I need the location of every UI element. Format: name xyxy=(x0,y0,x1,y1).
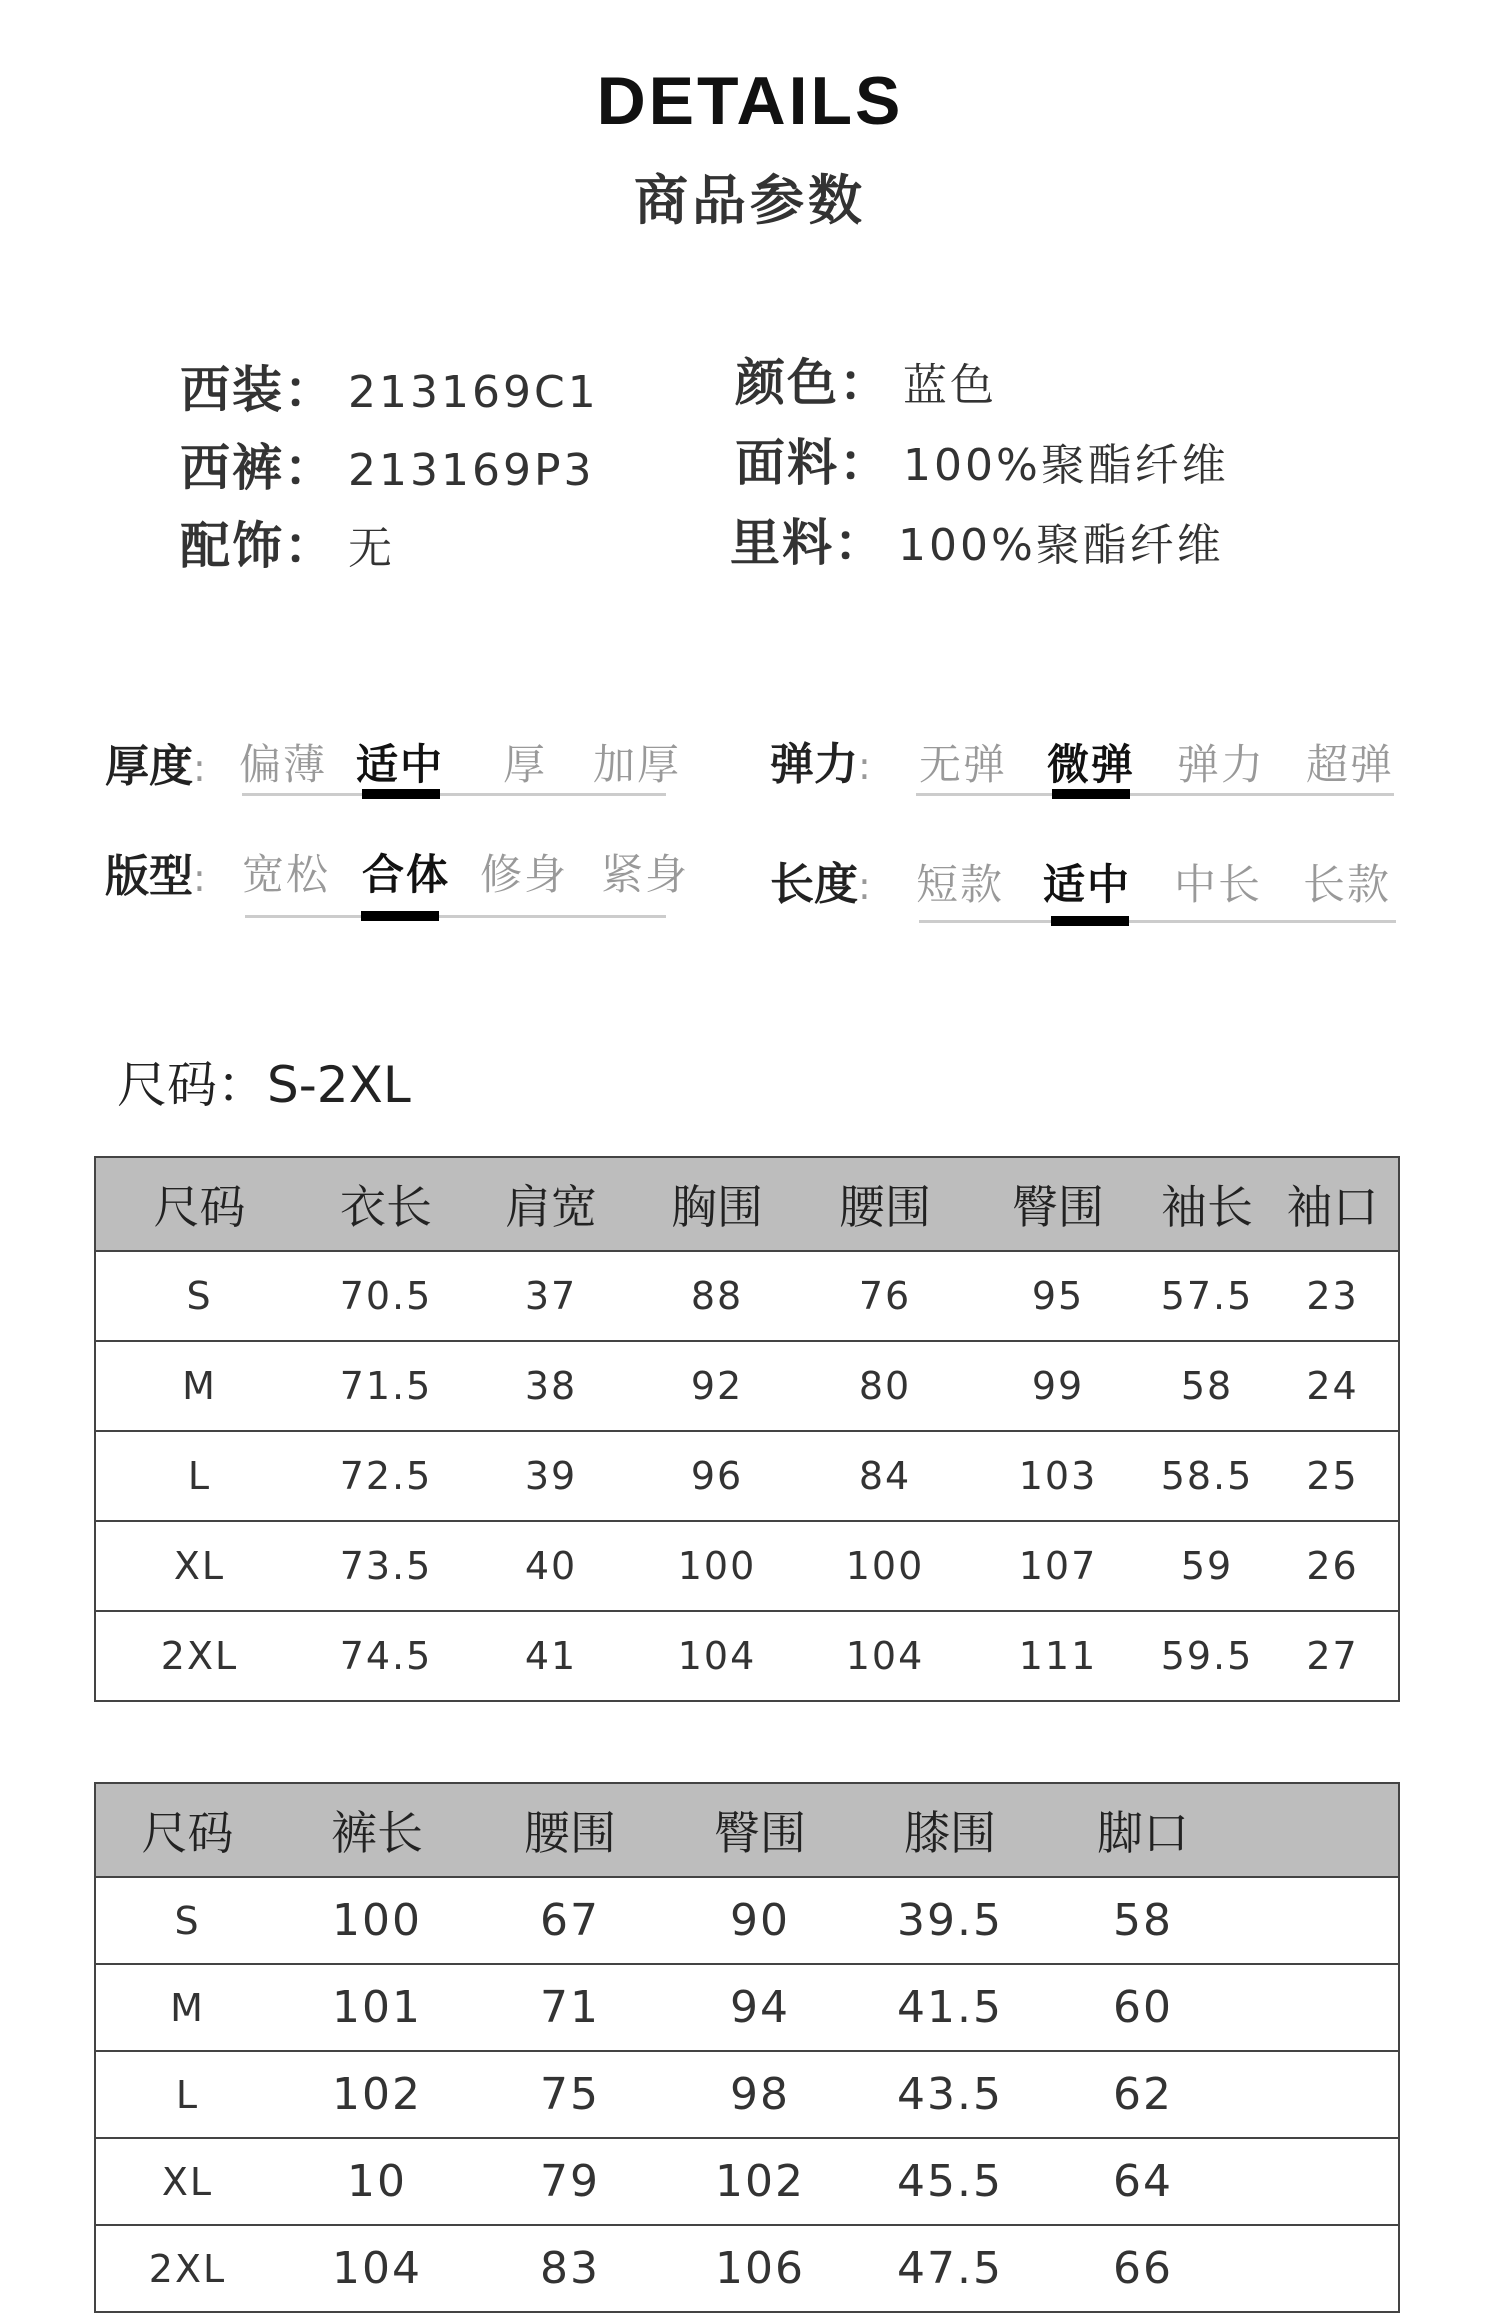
option-stretch: 弹力 xyxy=(1176,740,1265,789)
length-track xyxy=(919,920,1396,923)
page-title: DETAILS xyxy=(596,63,904,139)
column-header xyxy=(1241,1783,1399,1877)
table-cell: 59 xyxy=(1147,1521,1267,1611)
table-cell: 39 xyxy=(469,1431,633,1521)
fit-track xyxy=(245,915,666,918)
table-cell: 104 xyxy=(633,1611,801,1701)
attr-thickness-label xyxy=(105,730,206,794)
table-cell: 57.5 xyxy=(1147,1251,1267,1341)
table-cell: 101 xyxy=(279,1964,475,2051)
table-header-row xyxy=(95,1157,1399,1251)
table-cell: 45.5 xyxy=(855,2138,1045,2225)
attr-fit-label xyxy=(105,840,206,904)
table-cell xyxy=(1241,2225,1399,2312)
table-cell: 84 xyxy=(801,1431,969,1521)
option-regular-selected: 合体 xyxy=(361,850,450,899)
option-extra-thick: 加厚 xyxy=(592,740,681,789)
spec-label: 颜色： xyxy=(735,354,891,412)
elasticity-track xyxy=(916,793,1394,796)
table-cell: 64 xyxy=(1045,2138,1241,2225)
table-cell: 10 xyxy=(279,2138,475,2225)
spec-value: 100%聚酯纤维 xyxy=(903,440,1229,491)
attr-elasticity-label xyxy=(770,728,871,792)
table-cell: 26 xyxy=(1267,1521,1399,1611)
attr-colon: : xyxy=(193,856,206,900)
table-cell: 96 xyxy=(633,1431,801,1521)
table-row xyxy=(95,2138,1399,2225)
table-cell: 106 xyxy=(665,2225,855,2312)
table-cell: 67 xyxy=(475,1877,665,1964)
column-header: 腰围 xyxy=(475,1783,665,1877)
table-cell: M xyxy=(95,1341,303,1431)
table-cell: 94 xyxy=(665,1964,855,2051)
table-row xyxy=(95,1341,1399,1431)
table-cell xyxy=(1241,2051,1399,2138)
column-header: 臀围 xyxy=(969,1157,1147,1251)
table-cell: 79 xyxy=(475,2138,665,2225)
option-slight-stretch-selected: 微弹 xyxy=(1046,740,1135,789)
spec-value: 213169P3 xyxy=(348,445,595,496)
attr-length-label xyxy=(770,848,871,912)
table-cell: 24 xyxy=(1267,1341,1399,1431)
table-cell: 62 xyxy=(1045,2051,1241,2138)
table-row xyxy=(95,1611,1399,1701)
spec-label: 里料： xyxy=(730,514,886,572)
table-cell xyxy=(1241,1964,1399,2051)
option-thick: 厚 xyxy=(502,740,547,789)
column-header: 裤长 xyxy=(279,1783,475,1877)
spec-label: 配饰： xyxy=(180,517,336,575)
table-cell: 38 xyxy=(469,1341,633,1431)
spec-label: 西装： xyxy=(180,361,336,419)
table-cell: 58 xyxy=(1045,1877,1241,1964)
thickness-track xyxy=(242,793,666,796)
table-cell: S xyxy=(95,1877,279,1964)
option-tight: 紧身 xyxy=(600,850,689,899)
table-cell: 40 xyxy=(469,1521,633,1611)
spec-value: 213169C1 xyxy=(348,367,599,418)
table-cell: 23 xyxy=(1267,1251,1399,1341)
thickness-marker xyxy=(362,789,440,799)
table-cell: 37 xyxy=(469,1251,633,1341)
spec-color xyxy=(735,343,997,415)
table-cell: 99 xyxy=(969,1341,1147,1431)
table-cell: 41 xyxy=(469,1611,633,1701)
attr-label-text: 厚度 xyxy=(105,741,193,792)
option-slim: 修身 xyxy=(479,850,568,899)
table-cell: L xyxy=(95,1431,303,1521)
size-range-value: S-2XL xyxy=(267,1056,411,1114)
option-super-stretch: 超弹 xyxy=(1305,740,1394,789)
table-row xyxy=(95,2051,1399,2138)
table-cell: 76 xyxy=(801,1251,969,1341)
table-cell: 75 xyxy=(475,2051,665,2138)
table-cell: 27 xyxy=(1267,1611,1399,1701)
pants-size-table xyxy=(94,1782,1400,2313)
attr-label-text: 弹力 xyxy=(770,739,858,790)
table-cell: 88 xyxy=(633,1251,801,1341)
table-cell: 71 xyxy=(475,1964,665,2051)
table-row xyxy=(95,1964,1399,2051)
spec-accessory xyxy=(180,506,395,578)
table-header-row xyxy=(95,1783,1399,1877)
fit-marker xyxy=(361,911,439,921)
option-regular-length-selected: 适中 xyxy=(1042,860,1131,909)
table-cell: 102 xyxy=(665,2138,855,2225)
option-short: 短款 xyxy=(915,860,1004,909)
option-long: 长款 xyxy=(1302,860,1391,909)
table-cell: 2XL xyxy=(95,2225,279,2312)
column-header: 臀围 xyxy=(665,1783,855,1877)
table-cell: 83 xyxy=(475,2225,665,2312)
table-cell: 72.5 xyxy=(303,1431,469,1521)
table-cell: 60 xyxy=(1045,1964,1241,2051)
table-row xyxy=(95,1521,1399,1611)
table-cell: XL xyxy=(95,1521,303,1611)
spec-label: 面料： xyxy=(735,434,891,492)
spec-lining xyxy=(730,503,1224,575)
table-cell: 111 xyxy=(969,1611,1147,1701)
spec-value: 蓝色 xyxy=(903,360,997,411)
spec-value: 无 xyxy=(348,523,395,574)
table-cell: M xyxy=(95,1964,279,2051)
table-cell: 104 xyxy=(801,1611,969,1701)
column-header: 肩宽 xyxy=(469,1157,633,1251)
table-cell: S xyxy=(95,1251,303,1341)
column-header: 脚口 xyxy=(1045,1783,1241,1877)
table-cell: 100 xyxy=(801,1521,969,1611)
option-mid-long: 中长 xyxy=(1173,860,1262,909)
table-row xyxy=(95,1877,1399,1964)
attr-label-text: 长度 xyxy=(770,859,858,910)
column-header: 腰围 xyxy=(801,1157,969,1251)
table-cell: 74.5 xyxy=(303,1611,469,1701)
column-header: 尺码 xyxy=(95,1157,303,1251)
table-cell: 71.5 xyxy=(303,1341,469,1431)
attr-colon: : xyxy=(193,746,206,790)
table-cell: L xyxy=(95,2051,279,2138)
table-cell xyxy=(1241,2138,1399,2225)
column-header: 胸围 xyxy=(633,1157,801,1251)
table-cell: 59.5 xyxy=(1147,1611,1267,1701)
table-cell: 47.5 xyxy=(855,2225,1045,2312)
spec-suit xyxy=(180,350,599,422)
option-loose: 宽松 xyxy=(241,850,330,899)
spec-label: 西裤： xyxy=(180,439,336,497)
table-cell: 41.5 xyxy=(855,1964,1045,2051)
page-subtitle: 商品参数 xyxy=(634,169,866,232)
column-header: 袖长 xyxy=(1147,1157,1267,1251)
table-cell: 73.5 xyxy=(303,1521,469,1611)
size-range xyxy=(117,1045,411,1117)
table-cell: 39.5 xyxy=(855,1877,1045,1964)
table-row xyxy=(95,1431,1399,1521)
table-cell: 2XL xyxy=(95,1611,303,1701)
attr-label-text: 版型 xyxy=(105,851,193,902)
table-cell: 58.5 xyxy=(1147,1431,1267,1521)
jacket-size-table xyxy=(94,1156,1400,1702)
table-cell: 104 xyxy=(279,2225,475,2312)
table-cell: 25 xyxy=(1267,1431,1399,1521)
column-header: 袖口 xyxy=(1267,1157,1399,1251)
spec-fabric xyxy=(735,423,1229,495)
table-cell: 95 xyxy=(969,1251,1147,1341)
table-cell: 43.5 xyxy=(855,2051,1045,2138)
table-cell: 90 xyxy=(665,1877,855,1964)
table-cell: 100 xyxy=(633,1521,801,1611)
elasticity-marker xyxy=(1052,789,1130,799)
column-header: 衣长 xyxy=(303,1157,469,1251)
attr-colon: : xyxy=(858,864,871,908)
table-cell: 66 xyxy=(1045,2225,1241,2312)
spec-pants xyxy=(180,428,595,500)
table-cell: 92 xyxy=(633,1341,801,1431)
attr-colon: : xyxy=(858,744,871,788)
option-no-stretch: 无弹 xyxy=(918,740,1007,789)
spec-value: 100%聚酯纤维 xyxy=(898,520,1224,571)
length-marker xyxy=(1051,916,1129,926)
table-cell xyxy=(1241,1877,1399,1964)
size-range-label: 尺码： xyxy=(117,1056,267,1114)
table-cell: 58 xyxy=(1147,1341,1267,1431)
table-cell: 70.5 xyxy=(303,1251,469,1341)
table-cell: 102 xyxy=(279,2051,475,2138)
table-cell: 100 xyxy=(279,1877,475,1964)
table-cell: 103 xyxy=(969,1431,1147,1521)
table-cell: XL xyxy=(95,2138,279,2225)
option-medium-selected: 适中 xyxy=(355,740,444,789)
column-header: 尺码 xyxy=(95,1783,279,1877)
option-thin: 偏薄 xyxy=(238,740,327,789)
table-cell: 98 xyxy=(665,2051,855,2138)
table-row xyxy=(95,1251,1399,1341)
table-cell: 80 xyxy=(801,1341,969,1431)
column-header: 膝围 xyxy=(855,1783,1045,1877)
table-cell: 107 xyxy=(969,1521,1147,1611)
table-row xyxy=(95,2225,1399,2312)
